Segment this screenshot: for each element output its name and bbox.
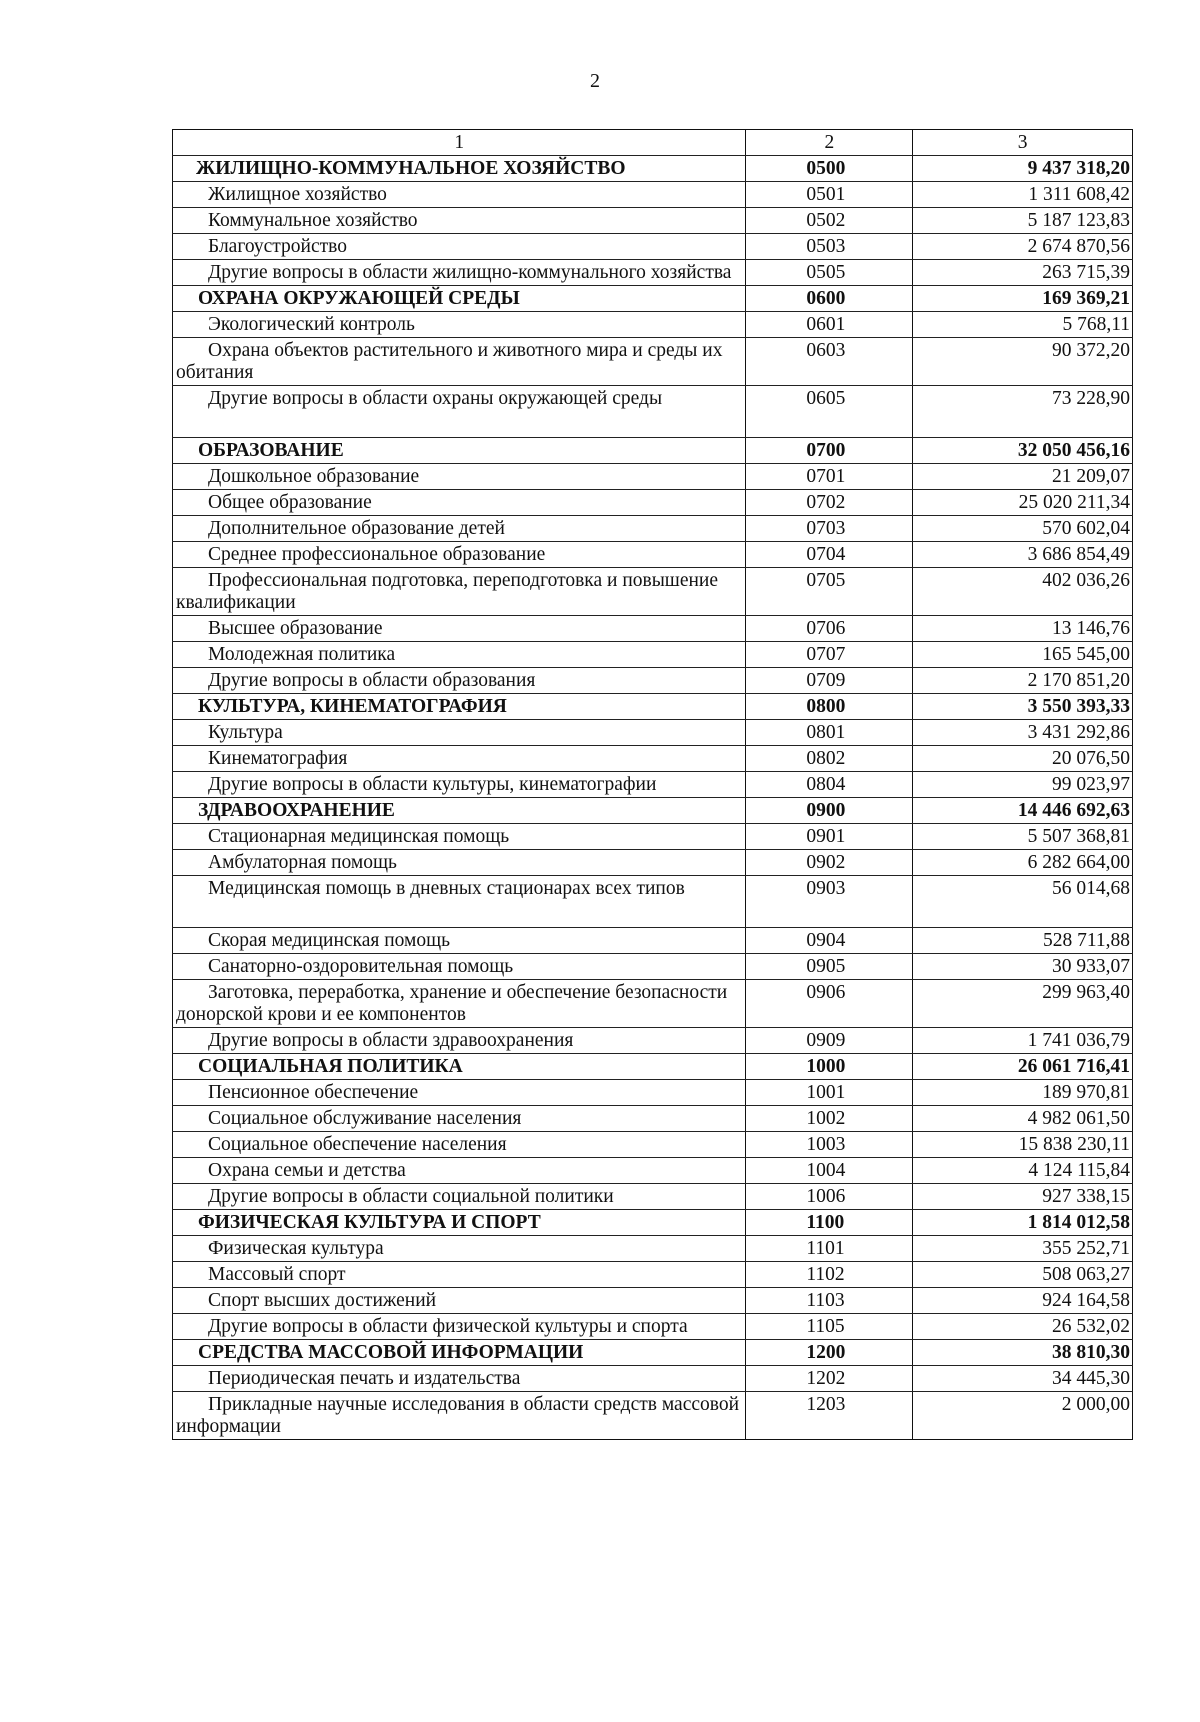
table-row: [173, 386, 1133, 438]
code-cell: 0802: [746, 746, 913, 772]
page-number: 2: [590, 70, 600, 92]
item-name: Прикладные научные исследования в области средств массовой информации: [176, 1394, 740, 1437]
item-name-cell: [173, 1132, 746, 1158]
item-name-cell: [173, 616, 746, 642]
item-name-cell: [173, 182, 746, 208]
item-name-cell: [173, 642, 746, 668]
section-name-cell: [173, 156, 746, 182]
code-cell: 0701: [746, 464, 913, 490]
item-name: Дополнительное образование детей: [208, 518, 505, 539]
item-name: Профессиональная подготовка, переподготовка и повышение квалификации: [176, 570, 719, 613]
section-name: ЗДРАВООХРАНЕНИЕ: [198, 800, 395, 821]
table-row: [173, 1262, 1133, 1288]
code-cell: 1101: [746, 1236, 913, 1262]
section-row: [173, 694, 1133, 720]
amount-cell: 21 209,07: [913, 464, 1133, 490]
item-name-cell: [173, 1184, 746, 1210]
item-name: Другие вопросы в области культуры, кинематографии: [208, 774, 657, 795]
code-cell: 0905: [746, 954, 913, 980]
section-name: ОБРАЗОВАНИЕ: [198, 440, 344, 461]
item-name: Массовый спорт: [208, 1264, 346, 1285]
code-cell: 0703: [746, 516, 913, 542]
code-cell: 0800: [746, 694, 913, 720]
section-row: [173, 156, 1133, 182]
code-cell: 0906: [746, 980, 913, 1028]
amount-cell: 3 431 292,86: [913, 720, 1133, 746]
item-name: Экологический контроль: [208, 314, 415, 335]
section-name-cell: [173, 438, 746, 464]
table-row: [173, 182, 1133, 208]
code-cell: 0900: [746, 798, 913, 824]
item-name: Среднее профессиональное образование: [208, 544, 546, 565]
item-name-cell: [173, 1366, 746, 1392]
amount-cell: 528 711,88: [913, 928, 1133, 954]
item-name-cell: [173, 1158, 746, 1184]
code-cell: 1100: [746, 1210, 913, 1236]
item-name: Высшее образование: [208, 618, 383, 639]
item-name-cell: [173, 928, 746, 954]
item-name: Другие вопросы в области физической культуры и спорта: [208, 1316, 688, 1337]
table-row: [173, 876, 1133, 928]
item-name: Другие вопросы в области образования: [208, 670, 536, 691]
table-row: [173, 1392, 1133, 1440]
item-name: Другие вопросы в области социальной политики: [208, 1186, 614, 1207]
amount-cell: 1 814 012,58: [913, 1210, 1133, 1236]
code-cell: 0902: [746, 850, 913, 876]
amount-cell: 6 282 664,00: [913, 850, 1133, 876]
item-name-cell: [173, 850, 746, 876]
amount-cell: 4 982 061,50: [913, 1106, 1133, 1132]
section-name-cell: [173, 1054, 746, 1080]
code-cell: 0903: [746, 876, 913, 928]
column-header-1: 1: [173, 130, 746, 156]
code-cell: 0709: [746, 668, 913, 694]
amount-cell: 5 187 123,83: [913, 208, 1133, 234]
code-cell: 0804: [746, 772, 913, 798]
item-name: Скорая медицинская помощь: [208, 930, 451, 951]
amount-cell: 402 036,26: [913, 568, 1133, 616]
code-cell: 1202: [746, 1366, 913, 1392]
table-row: [173, 1158, 1133, 1184]
amount-cell: 26 532,02: [913, 1314, 1133, 1340]
item-name-cell: [173, 490, 746, 516]
code-cell: 1000: [746, 1054, 913, 1080]
code-cell: 0601: [746, 312, 913, 338]
code-cell: 0502: [746, 208, 913, 234]
section-row: [173, 798, 1133, 824]
table-row: [173, 772, 1133, 798]
code-cell: 0904: [746, 928, 913, 954]
code-cell: 0603: [746, 338, 913, 386]
code-cell: 0505: [746, 260, 913, 286]
amount-cell: 26 061 716,41: [913, 1054, 1133, 1080]
item-name: Медицинская помощь в дневных стационарах всех типов: [208, 878, 685, 899]
item-name: Жилищное хозяйство: [208, 184, 387, 205]
item-name-cell: [173, 980, 746, 1028]
amount-cell: 38 810,30: [913, 1340, 1133, 1366]
item-name: Санаторно-оздоровительная помощь: [208, 956, 514, 977]
code-cell: 0501: [746, 182, 913, 208]
section-name: ОХРАНА ОКРУЖАЮЩЕЙ СРЕДЫ: [198, 288, 520, 309]
table-row: [173, 1106, 1133, 1132]
table-row: [173, 824, 1133, 850]
section-name: ФИЗИЧЕСКАЯ КУЛЬТУРА И СПОРТ: [198, 1212, 541, 1233]
amount-cell: 3 686 854,49: [913, 542, 1133, 568]
item-name: Коммунальное хозяйство: [208, 210, 418, 231]
code-cell: 0700: [746, 438, 913, 464]
code-cell: 0705: [746, 568, 913, 616]
code-cell: 1105: [746, 1314, 913, 1340]
amount-cell: 924 164,58: [913, 1288, 1133, 1314]
item-name-cell: [173, 1262, 746, 1288]
section-name: СОЦИАЛЬНАЯ ПОЛИТИКА: [198, 1056, 463, 1077]
amount-cell: 169 369,21: [913, 286, 1133, 312]
amount-cell: 2 674 870,56: [913, 234, 1133, 260]
table-row: [173, 1236, 1133, 1262]
section-name: СРЕДСТВА МАССОВОЙ ИНФОРМАЦИИ: [198, 1342, 584, 1363]
item-name-cell: [173, 542, 746, 568]
code-cell: 1102: [746, 1262, 913, 1288]
amount-cell: 15 838 230,11: [913, 1132, 1133, 1158]
item-name-cell: [173, 1236, 746, 1262]
section-row: [173, 438, 1133, 464]
table-row: [173, 1314, 1133, 1340]
item-name: Периодическая печать и издательства: [208, 1368, 521, 1389]
amount-cell: 20 076,50: [913, 746, 1133, 772]
amount-cell: 1 311 608,42: [913, 182, 1133, 208]
table-row: [173, 616, 1133, 642]
item-name-cell: [173, 668, 746, 694]
code-cell: 1103: [746, 1288, 913, 1314]
table-row: [173, 542, 1133, 568]
code-cell: 0503: [746, 234, 913, 260]
amount-cell: 5 507 368,81: [913, 824, 1133, 850]
amount-cell: 4 124 115,84: [913, 1158, 1133, 1184]
amount-cell: 90 372,20: [913, 338, 1133, 386]
item-name: Охрана семьи и детства: [208, 1160, 406, 1181]
amount-cell: 2 000,00: [913, 1392, 1133, 1440]
amount-cell: 32 050 456,16: [913, 438, 1133, 464]
item-name-cell: [173, 876, 746, 928]
item-name: Амбулаторная помощь: [208, 852, 397, 873]
item-name-cell: [173, 260, 746, 286]
item-name-cell: [173, 1288, 746, 1314]
section-name-cell: [173, 1340, 746, 1366]
amount-cell: 508 063,27: [913, 1262, 1133, 1288]
item-name-cell: [173, 954, 746, 980]
amount-cell: 25 020 211,34: [913, 490, 1133, 516]
table-row: [173, 1184, 1133, 1210]
amount-cell: 14 446 692,63: [913, 798, 1133, 824]
table-row: [173, 312, 1133, 338]
item-name: Социальное обеспечение населения: [208, 1134, 507, 1155]
table-row: [173, 1028, 1133, 1054]
table-row: [173, 568, 1133, 616]
item-name-cell: [173, 338, 746, 386]
amount-cell: 30 933,07: [913, 954, 1133, 980]
code-cell: 0706: [746, 616, 913, 642]
item-name-cell: [173, 234, 746, 260]
section-name: ЖИЛИЩНО-КОММУНАЛЬНОЕ ХОЗЯЙСТВО: [196, 158, 626, 179]
amount-cell: 2 170 851,20: [913, 668, 1133, 694]
budget-table: [172, 129, 1133, 1440]
code-cell: 0702: [746, 490, 913, 516]
item-name: Заготовка, переработка, хранение и обеспечение безопасности донорской крови и ее компонентов: [176, 982, 728, 1025]
table-row: [173, 668, 1133, 694]
item-name-cell: [173, 746, 746, 772]
amount-cell: 570 602,04: [913, 516, 1133, 542]
table-row: [173, 954, 1133, 980]
table-row: [173, 1366, 1133, 1392]
column-header-2: 2: [746, 130, 913, 156]
amount-cell: 99 023,97: [913, 772, 1133, 798]
table-row: [173, 1132, 1133, 1158]
item-name: Социальное обслуживание населения: [208, 1108, 522, 1129]
item-name-cell: [173, 1314, 746, 1340]
code-cell: 0901: [746, 824, 913, 850]
amount-cell: 9 437 318,20: [913, 156, 1133, 182]
item-name: Стационарная медицинская помощь: [208, 826, 510, 847]
item-name-cell: [173, 208, 746, 234]
table-row: [173, 260, 1133, 286]
section-name-cell: [173, 1210, 746, 1236]
table-row: [173, 720, 1133, 746]
amount-cell: 165 545,00: [913, 642, 1133, 668]
code-cell: 0801: [746, 720, 913, 746]
amount-cell: 3 550 393,33: [913, 694, 1133, 720]
section-row: [173, 286, 1133, 312]
section-name: КУЛЬТУРА, КИНЕМАТОГРАФИЯ: [198, 696, 507, 717]
amount-cell: 1 741 036,79: [913, 1028, 1133, 1054]
section-row: [173, 1054, 1133, 1080]
amount-cell: 299 963,40: [913, 980, 1133, 1028]
code-cell: 0500: [746, 156, 913, 182]
item-name: Другие вопросы в области здравоохранения: [208, 1030, 574, 1051]
item-name-cell: [173, 772, 746, 798]
amount-cell: 355 252,71: [913, 1236, 1133, 1262]
table-row: [173, 338, 1133, 386]
code-cell: 1004: [746, 1158, 913, 1184]
item-name: Другие вопросы в области жилищно-коммунального хозяйства: [208, 262, 732, 283]
item-name-cell: [173, 1080, 746, 1106]
table-row: [173, 642, 1133, 668]
code-cell: 0605: [746, 386, 913, 438]
code-cell: 0909: [746, 1028, 913, 1054]
table-row: [173, 1288, 1133, 1314]
table-row: [173, 464, 1133, 490]
table-header-row: [173, 130, 1133, 156]
amount-cell: 927 338,15: [913, 1184, 1133, 1210]
section-name-cell: [173, 694, 746, 720]
code-cell: 1203: [746, 1392, 913, 1440]
item-name-cell: [173, 824, 746, 850]
table-row: [173, 1080, 1133, 1106]
item-name: Пенсионное обеспечение: [208, 1082, 419, 1103]
table-row: [173, 850, 1133, 876]
code-cell: 1003: [746, 1132, 913, 1158]
item-name: Общее образование: [208, 492, 372, 513]
table-row: [173, 490, 1133, 516]
item-name: Кинематография: [208, 748, 348, 769]
amount-cell: 13 146,76: [913, 616, 1133, 642]
code-cell: 1006: [746, 1184, 913, 1210]
column-header-3: 3: [913, 130, 1133, 156]
table-row: [173, 208, 1133, 234]
section-name-cell: [173, 286, 746, 312]
item-name: Дошкольное образование: [208, 466, 420, 487]
item-name-cell: [173, 1028, 746, 1054]
amount-cell: 34 445,30: [913, 1366, 1133, 1392]
code-cell: 0707: [746, 642, 913, 668]
section-row: [173, 1210, 1133, 1236]
amount-cell: 189 970,81: [913, 1080, 1133, 1106]
table-row: [173, 746, 1133, 772]
code-cell: 0600: [746, 286, 913, 312]
item-name-cell: [173, 464, 746, 490]
amount-cell: 263 715,39: [913, 260, 1133, 286]
amount-cell: 5 768,11: [913, 312, 1133, 338]
section-row: [173, 1340, 1133, 1366]
item-name-cell: [173, 568, 746, 616]
item-name: Спорт высших достижений: [208, 1290, 437, 1311]
section-name-cell: [173, 798, 746, 824]
item-name: Благоустройство: [208, 236, 347, 257]
item-name-cell: [173, 1106, 746, 1132]
item-name-cell: [173, 1392, 746, 1440]
item-name-cell: [173, 312, 746, 338]
table-row: [173, 234, 1133, 260]
code-cell: 1001: [746, 1080, 913, 1106]
item-name-cell: [173, 720, 746, 746]
item-name: Другие вопросы в области охраны окружающей среды: [208, 388, 663, 409]
item-name-cell: [173, 386, 746, 438]
item-name-cell: [173, 516, 746, 542]
item-name: Культура: [208, 722, 283, 743]
item-name: Охрана объектов растительного и животного мира и среды их обитания: [176, 340, 723, 383]
amount-cell: 56 014,68: [913, 876, 1133, 928]
amount-cell: 73 228,90: [913, 386, 1133, 438]
table-row: [173, 980, 1133, 1028]
item-name: Физическая культура: [208, 1238, 384, 1259]
code-cell: 1002: [746, 1106, 913, 1132]
table-row: [173, 928, 1133, 954]
code-cell: 1200: [746, 1340, 913, 1366]
code-cell: 0704: [746, 542, 913, 568]
table-row: [173, 516, 1133, 542]
item-name: Молодежная политика: [208, 644, 396, 665]
